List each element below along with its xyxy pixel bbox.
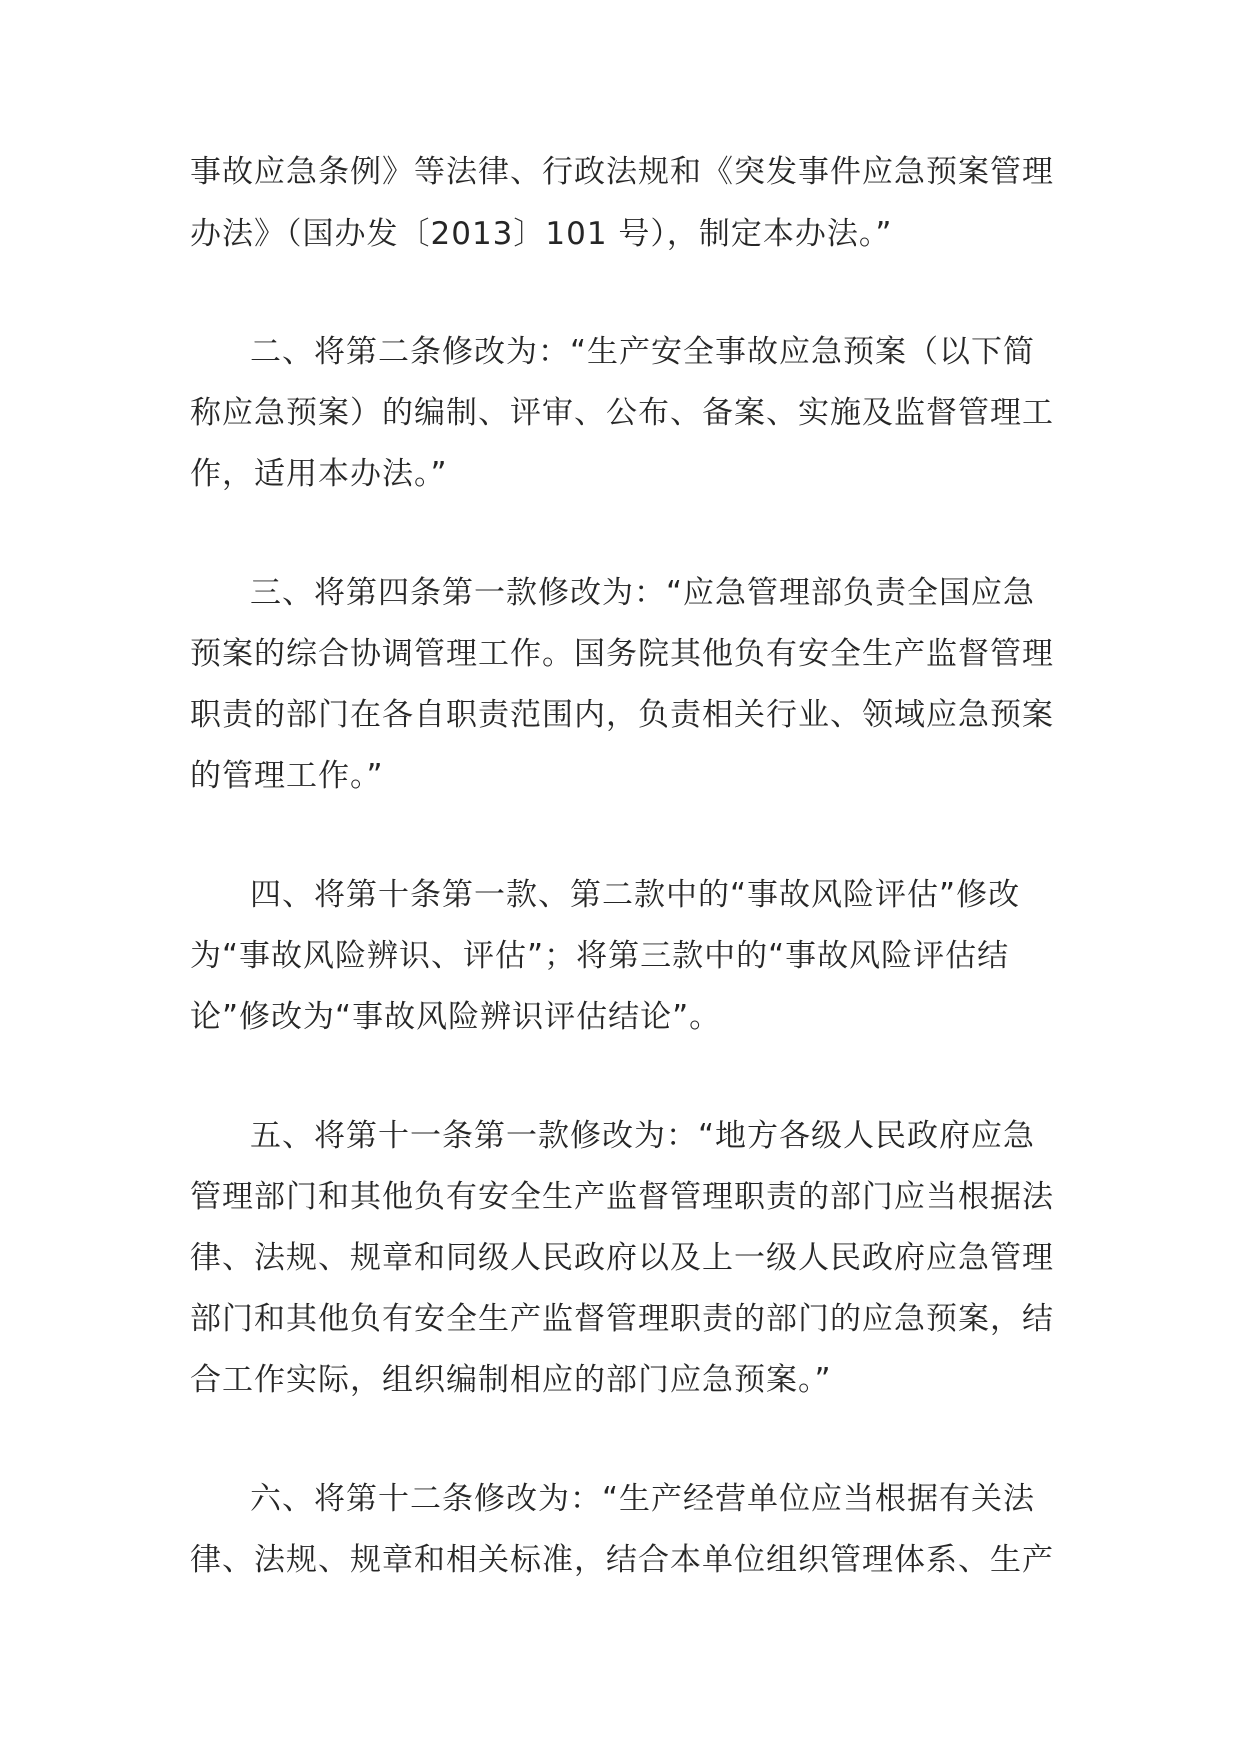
- text-line: 称应急预案）的编制、评审、公布、备案、实施及监督管理工: [190, 395, 1054, 431]
- text-line: 律、法规、规章和同级人民政府以及上一级人民政府应急管理: [190, 1240, 1054, 1276]
- paragraph-6-line: 六、将第十二条修改为：“生产经营单位应当根据有关法: [250, 1481, 1036, 1517]
- text-line: 预案的综合协调管理工作。国务院其他负有安全生产监督管理: [190, 636, 1054, 672]
- text-line: 职责的部门在各自职责范围内，负责相关行业、领域应急预案: [190, 697, 1054, 733]
- text-line: 的管理工作。”: [190, 758, 384, 794]
- paragraph-2-line: 二、将第二条修改为：“生产安全事故应急预案（以下简: [250, 334, 1036, 370]
- paragraph-3-line: 三、将第四条第一款修改为：“应急管理部负责全国应急: [250, 575, 1036, 611]
- text-line: 办法》（国办发〔2013〕101 号），制定本办法。”: [190, 216, 893, 252]
- paragraph-5-line: 五、将第十一条第一款修改为：“地方各级人民政府应急: [250, 1118, 1036, 1154]
- text-line: 论”修改为“事故风险辨识评估结论”。: [190, 999, 722, 1035]
- text-line: 部门和其他负有安全生产监督管理职责的部门的应急预案，结: [190, 1301, 1054, 1337]
- text-line: 事故应急条例》等法律、行政法规和《突发事件应急预案管理: [190, 154, 1054, 190]
- text-line: 作，适用本办法。”: [190, 456, 448, 492]
- text-line: 合工作实际，组织编制相应的部门应急预案。”: [190, 1362, 832, 1398]
- paragraph-4-line: 四、将第十条第一款、第二款中的“事故风险评估”修改: [250, 877, 1021, 913]
- text-line: 律、法规、规章和相关标准，结合本单位组织管理体系、生产: [190, 1542, 1054, 1578]
- text-line: 管理部门和其他负有安全生产监督管理职责的部门应当根据法: [190, 1179, 1054, 1215]
- text-line: 为“事故风险辨识、评估”；将第三款中的“事故风险评估结: [190, 938, 1010, 974]
